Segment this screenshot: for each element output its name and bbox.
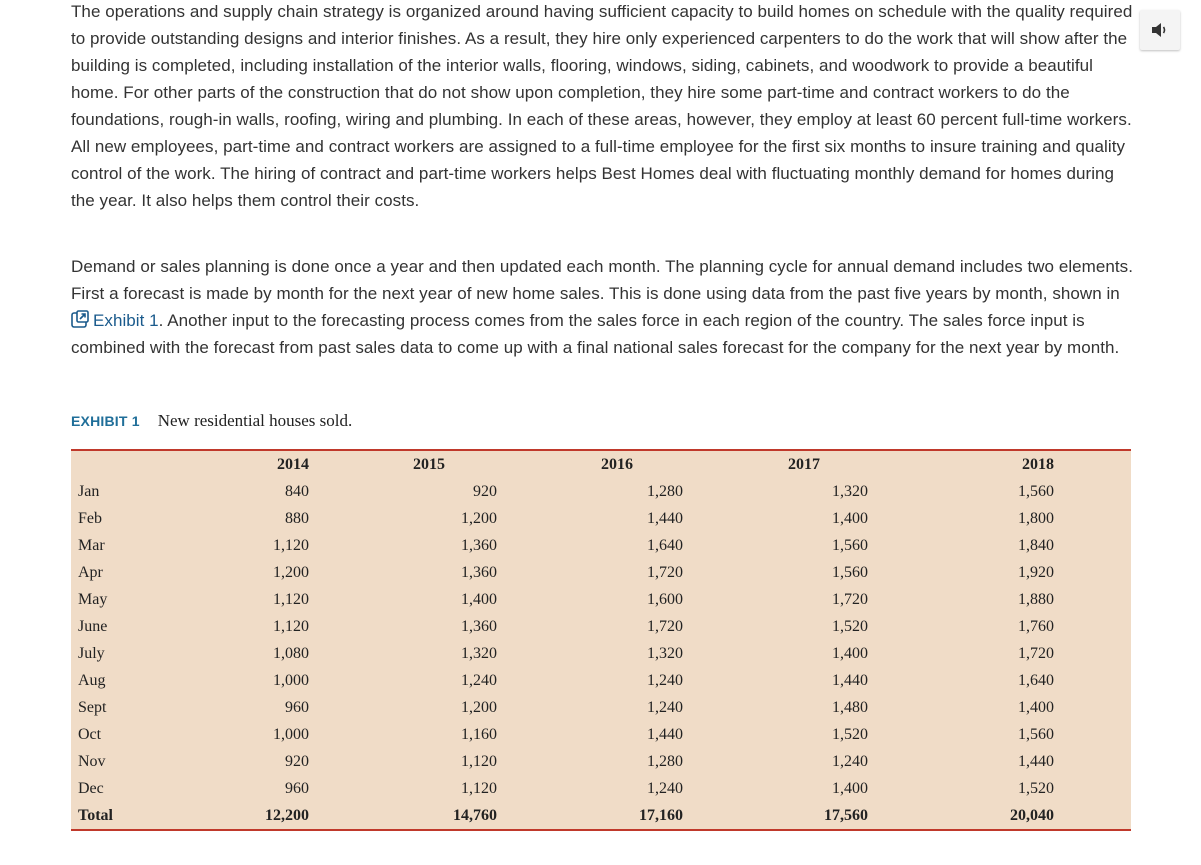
value-cell: 1,160 (461, 725, 497, 743)
value-cell: 1,520 (832, 725, 868, 743)
value-cell: 1,280 (647, 482, 683, 500)
table-row (71, 748, 1131, 775)
row-end (1054, 559, 1131, 586)
value-cell: 1,360 (461, 563, 497, 581)
value-cell: 1,000 (273, 671, 309, 689)
value-cell: 960 (285, 698, 309, 716)
month-label: Aug (78, 671, 106, 689)
value-cell: 1,440 (1018, 752, 1054, 770)
table-row (71, 586, 1131, 613)
speaker-icon (1151, 22, 1169, 38)
paragraph-text: Demand or sales planning is done once a year and then updated each month. The planning cycle for annual demand includes two elements. First a forecast is made by month for the next year of new home sales. This is done using data from the past five years by month, shown in (71, 257, 1133, 303)
value-cell: 1,560 (832, 536, 868, 554)
value-cell: 1,240 (647, 779, 683, 797)
value-cell: 1,120 (273, 590, 309, 608)
table-total-row (71, 802, 1131, 829)
row-end (1054, 478, 1131, 505)
value-cell: 1,400 (832, 509, 868, 527)
value-cell: 1,920 (1018, 563, 1054, 581)
table-row (71, 667, 1131, 694)
value-cell: 1,320 (832, 482, 868, 500)
total-cell: 20,040 (1010, 806, 1054, 824)
paragraph-demand-planning (71, 253, 1133, 361)
value-cell: 1,280 (647, 752, 683, 770)
row-end (1054, 748, 1131, 775)
table-row (71, 478, 1131, 505)
exhibit-caption (71, 410, 352, 433)
year-header: 2018 (1022, 455, 1054, 473)
value-cell: 1,720 (1018, 644, 1054, 662)
month-label: Oct (78, 725, 102, 743)
value-cell: 1,200 (461, 509, 497, 527)
value-cell: 1,120 (273, 536, 309, 554)
value-cell: 840 (285, 482, 309, 500)
value-cell: 1,240 (832, 752, 868, 770)
year-header: 2015 (413, 455, 445, 473)
exhibit-1-link-text[interactable]: Exhibit 1 (93, 311, 159, 330)
external-link-icon (71, 310, 89, 328)
value-cell: 1,440 (647, 509, 683, 527)
value-cell: 1,600 (647, 590, 683, 608)
value-cell: 1,080 (273, 644, 309, 662)
row-end (1054, 640, 1131, 667)
value-cell: 1,440 (832, 671, 868, 689)
value-cell: 1,400 (832, 779, 868, 797)
value-cell: 960 (285, 779, 309, 797)
value-cell: 1,640 (647, 536, 683, 554)
header-blank (71, 451, 169, 478)
paragraph-text: . Another input to the forecasting process comes from the sales force in each region of the country. The sales force input is combined with the forecast from past sales data to come up with a final national sales forecast for the company for the next year by month. (71, 311, 1120, 357)
value-cell: 1,480 (832, 698, 868, 716)
value-cell: 1,000 (273, 725, 309, 743)
row-end (1054, 721, 1131, 748)
value-cell: 1,520 (832, 617, 868, 635)
value-cell: 1,520 (1018, 779, 1054, 797)
total-label: Total (78, 806, 113, 824)
month-label: July (78, 644, 105, 662)
value-cell: 1,240 (647, 671, 683, 689)
row-end (1054, 694, 1131, 721)
year-header: 2017 (788, 455, 820, 473)
value-cell: 1,720 (832, 590, 868, 608)
row-end (1054, 613, 1131, 640)
value-cell: 1,560 (1018, 482, 1054, 500)
value-cell: 1,400 (832, 644, 868, 662)
value-cell: 1,840 (1018, 536, 1054, 554)
value-cell: 1,120 (461, 779, 497, 797)
table-row (71, 775, 1131, 802)
value-cell: 1,240 (647, 698, 683, 716)
month-label: Dec (78, 779, 104, 797)
value-cell: 920 (473, 482, 497, 500)
total-cell: 17,160 (639, 806, 683, 824)
value-cell: 1,720 (647, 563, 683, 581)
value-cell: 1,360 (461, 536, 497, 554)
value-cell: 1,400 (461, 590, 497, 608)
audio-button[interactable] (1140, 10, 1180, 50)
exhibit-1-link[interactable] (71, 311, 159, 330)
total-cell: 14,760 (453, 806, 497, 824)
total-cell: 12,200 (265, 806, 309, 824)
row-end (1054, 802, 1131, 829)
value-cell: 1,120 (461, 752, 497, 770)
year-header: 2016 (601, 455, 633, 473)
month-label: May (78, 590, 108, 608)
row-end (1054, 775, 1131, 802)
month-label: Apr (78, 563, 103, 581)
table-header-row (71, 451, 1131, 478)
year-header: 2014 (277, 455, 309, 473)
value-cell: 1,240 (461, 671, 497, 689)
table-row (71, 721, 1131, 748)
table-row (71, 532, 1131, 559)
value-cell: 1,320 (461, 644, 497, 662)
paragraph-operations-strategy: The operations and supply chain strategy is organized around having sufficient capacity to build homes on schedule with the quality required to provide outstanding designs and interior finishes. As a result, they hire only experienced carpenters to do the work that will show after the building is completed, including installation of the interior walls, flooring, windows, siding, cabinets, and woodwork to provide a beautiful home. For other parts of the construction that do not show upon completion, they hire some part-time and contract workers to do the foundations, rough-in walls, roofing, wiring and plumbing. In each of these areas, however, they employ at least 60 percent full-time workers. All new employees, part-time and contract workers are assigned to a full-time employee for the first six months to insure training and quality control of the work. The hiring of contract and part-time workers helps Best Homes deal with fluctuating monthly demand for homes during the year. It also helps them control their costs. (71, 2, 1133, 210)
month-label: June (78, 617, 108, 635)
value-cell: 1,200 (273, 563, 309, 581)
value-cell: 920 (285, 752, 309, 770)
value-cell: 1,880 (1018, 590, 1054, 608)
month-label: Sept (78, 698, 107, 716)
month-label: Nov (78, 752, 106, 770)
row-end (1054, 505, 1131, 532)
value-cell: 1,440 (647, 725, 683, 743)
value-cell: 1,560 (832, 563, 868, 581)
value-cell: 1,400 (1018, 698, 1054, 716)
row-end (1054, 667, 1131, 694)
exhibit-label: EXHIBIT 1 (71, 413, 140, 429)
value-cell: 880 (285, 509, 309, 527)
value-cell: 1,800 (1018, 509, 1054, 527)
header-blank (1054, 451, 1131, 478)
value-cell: 1,760 (1018, 617, 1054, 635)
value-cell: 1,200 (461, 698, 497, 716)
table-row (71, 613, 1131, 640)
month-label: Feb (78, 509, 102, 527)
month-label: Jan (78, 482, 100, 500)
value-cell: 1,720 (647, 617, 683, 635)
table-row (71, 559, 1131, 586)
row-end (1054, 532, 1131, 559)
value-cell: 1,360 (461, 617, 497, 635)
exhibit-table (71, 449, 1131, 831)
value-cell: 1,120 (273, 617, 309, 635)
total-cell: 17,560 (824, 806, 868, 824)
month-label: Mar (78, 536, 105, 554)
value-cell: 1,320 (647, 644, 683, 662)
value-cell: 1,560 (1018, 725, 1054, 743)
table-row (71, 505, 1131, 532)
row-end (1054, 586, 1131, 613)
exhibit-title: New residential houses sold. (157, 411, 353, 430)
table-row (71, 640, 1131, 667)
table-row (71, 694, 1131, 721)
value-cell: 1,640 (1018, 671, 1054, 689)
